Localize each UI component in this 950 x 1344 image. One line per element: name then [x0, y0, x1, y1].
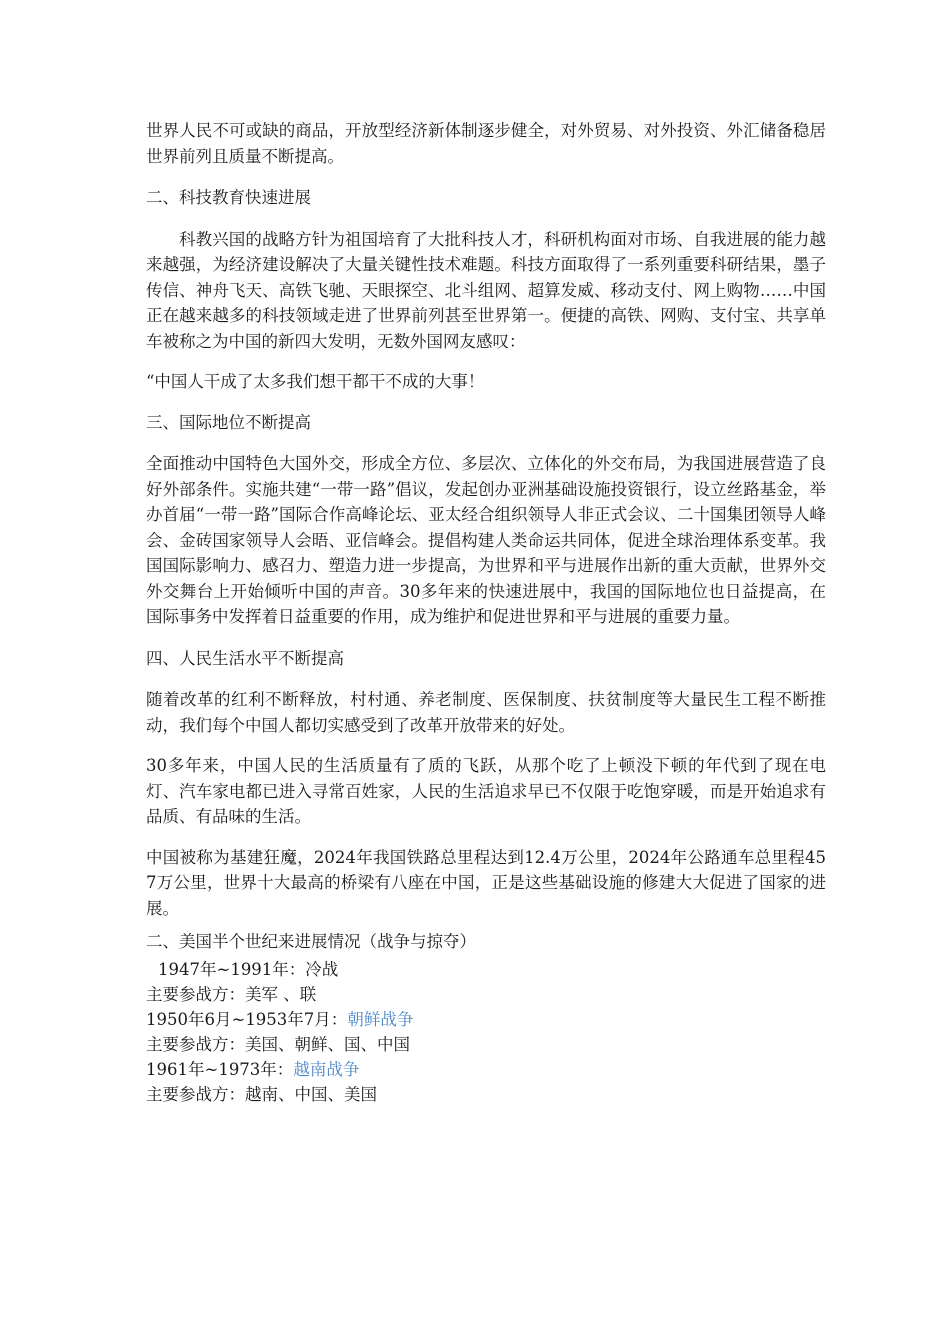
korean-war-link[interactable]: 朝鲜战争	[347, 1009, 414, 1029]
paragraph-living-standards-1: 随着改革的红利不断释放，村村通、养老制度、医保制度、扶贫制度等大量民生工程不断推动，我们每个中国人都切实感受到了改革开放带来的好处。	[146, 690, 826, 735]
paragraph-international-status: 全面推动中国特色大国外交，形成全方位、多层次、立体化的外交布局，为我国进展营造了良好外部条件。实施共建“一带一路”倡议，发起创办亚洲基础设施投资银行，设立丝路基金，举办首届“一带一路”国际合作高峰论坛、亚太经合组织领导人非正式会议、二十国集团领导人峰会、金砖国家领导人会晤、亚信峰会。提倡构建人类命运共同体，促进全球治理体系变革。我国国际影响力、感召力、塑造力进一步提高，为世界和平与进展作出新的重大贡献，世界外交外交舞台上开始倾听中国的声音。30多年来的快速进展中，我国的国际地位也日益提高，在国际事务中发挥着日益重要的作用，成为维护和促进世界和平与进展的重要力量。	[146, 454, 826, 626]
timeline-vietnam-date: 1961年~1973年：	[146, 1059, 294, 1079]
timeline-cold-war-parties: 主要参战方：美军 、联	[146, 984, 317, 1004]
timeline-korea	[146, 1007, 826, 1032]
timeline-vietnam-parties: 主要参战方：越南、中国、美国	[146, 1084, 377, 1104]
timeline-korea-date: 1950年6月~1953年7月：	[146, 1009, 348, 1029]
war-timeline	[146, 957, 826, 1107]
heading-us-development: 二、美国半个世纪来进展情况（战争与掠夺）	[146, 932, 476, 951]
timeline-korea-parties: 主要参战方：美国、朝鲜、国、中国	[146, 1034, 410, 1054]
timeline-cold-war-date: 1947年~1991年：冷战	[158, 959, 339, 979]
document-page	[146, 118, 826, 1107]
paragraph-intro: 世界人民不可或缺的商品，开放型经济新体制逐步健全，对外贸易、对外投资、外汇储备稳居世界前列且质量不断提高。	[146, 121, 826, 166]
vietnam-war-link[interactable]: 越南战争	[293, 1059, 360, 1079]
quote-foreign-netizens: “中国人干成了太多我们想干都干不成的大事！	[146, 372, 485, 391]
heading-international-status: 三、国际地位不断提高	[146, 412, 311, 432]
paragraph-living-standards-2: 30多年来，中国人民的生活质量有了质的飞跃，从那个吃了上顿没下顿的年代到了现在电灯、汽车家电都已进入寻常百姓家，人民的生活追求早已不仅限于吃饱穿暖，而是开始追求有品质、有品味的生活。	[146, 756, 826, 826]
paragraph-science-education: 科教兴国的战略方针为祖国培育了大批科技人才，科研机构面对市场、自我进展的能力越来越强，为经济建设解决了大量关键性技术难题。科技方面取得了一系列重要科研结果，墨子传信、神舟飞天、高铁飞驰、天眼探空、北斗组网、超算发威、移动支付、网上购物……中国正在越来越多的科技领域走进了世界前列甚至世界第一。便捷的高铁、网购、支付宝、共享单车被称之为中国的新四大发明，无数外国网友感叹：	[146, 229, 826, 351]
paragraph-infrastructure: 中国被称为基建狂魔，2024年我国铁路总里程达到12.4万公里，2024年公路通车总里程457万公里，世界十大最高的桥梁有八座在中国，正是这些基础设施的修建大大促进了国家的进展。	[146, 847, 826, 918]
timeline-vietnam	[146, 1057, 826, 1082]
heading-living-standards: 四、人民生活水平不断提高	[146, 648, 344, 668]
heading-science-education: 二、科技教育快速进展	[146, 188, 311, 207]
